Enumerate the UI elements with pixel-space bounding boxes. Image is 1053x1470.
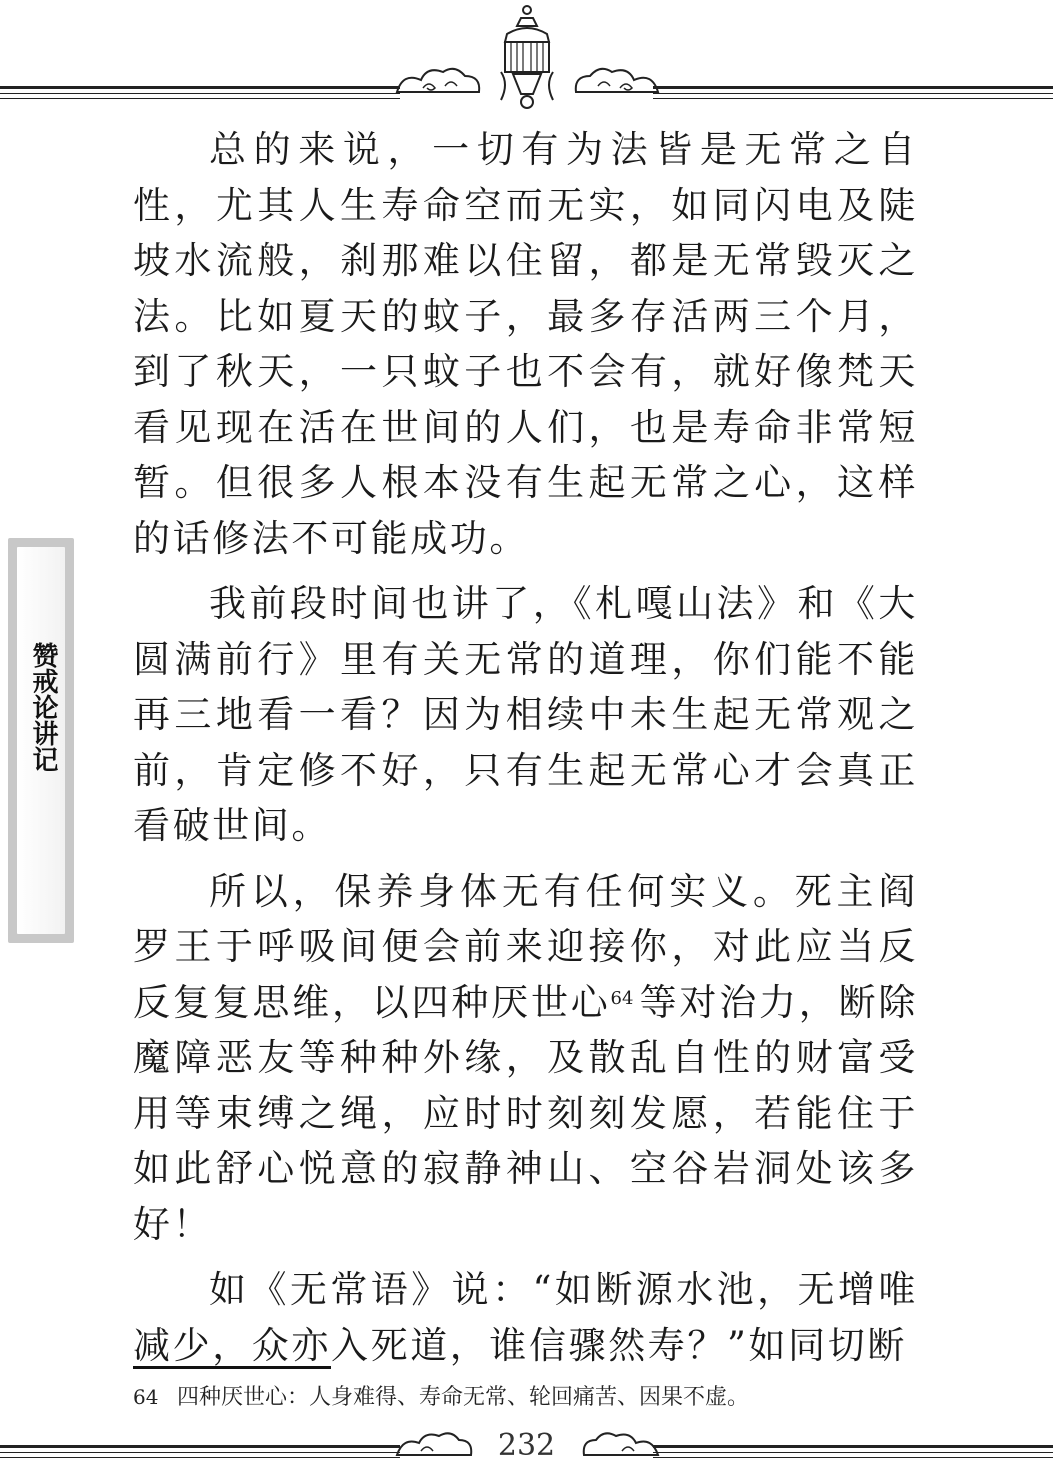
header-ornament <box>0 0 1053 115</box>
paragraph-3-after: 等对治力，断除魔障恶友等种种外缘，及散乱自性的财富受用等束缚之绳，应时时刻刻发愿，若能住于如此舒心悦意的寂静神山、空谷岩洞处该多好！ <box>133 980 918 1246</box>
footnote-reference[interactable]: 64 <box>610 987 634 1009</box>
header-rule-right <box>653 86 1053 89</box>
footnote-number: 64 <box>133 1385 159 1409</box>
footnote <box>133 1380 933 1411</box>
page-number: 232 <box>497 1428 556 1463</box>
header-rule-right-thin <box>653 93 1053 94</box>
side-tab-title: 赞戒论讲记 <box>28 642 58 772</box>
side-tab <box>8 538 74 943</box>
side-tab-inner <box>17 547 65 934</box>
parasol-victory-banner-icon <box>493 4 561 112</box>
footnote-text: 四种厌世心：人身难得、寿命无常、轮回痛苦、因果不虚。 <box>177 1385 750 1410</box>
paragraph-2: 我前段时间也讲了，《札嘎山法》和《大圆满前行》里有关无常的道理，你们能不能再三地看一看？因为相续中未生起无常观之前，肯定修不好，只有生起无常心才会真正看破世间。 <box>133 582 918 847</box>
paragraph-3-before: 所以，保养身体无有任何实义。死主阎罗王于呼吸间便会前来迎接你，对此应当反反复复思维，以四种厌世心 <box>133 869 918 1024</box>
footnote-divider <box>133 1366 331 1369</box>
auspicious-cloud-icon <box>393 62 483 102</box>
paragraph-1: 总的来说，一切有为法皆是无常之自性，尤其人生寿命空而无实，如同闪电及陡坡水流般，刹那难以住留，都是无常毁灭之法。比如夏天的蚊子，最多存活两三个月，到了秋天，一只蚊子也不会有，就好像梵天看见现在活在世间的人们，也是寿命非常短暂。但很多人根本没有生起无常之心，这样的话修法不可能成功。 <box>133 128 918 560</box>
paragraph-4: 如《无常语》说：“如断源水池，无增唯减少，众亦入死道，谁信骤然寿？”如同切断 <box>133 1268 918 1367</box>
header-rule-right-thin2 <box>653 98 1053 99</box>
paragraph-3 <box>133 864 918 1253</box>
auspicious-cloud-icon-right <box>572 62 662 102</box>
header-rule-left <box>0 86 400 89</box>
main-text <box>133 122 918 1383</box>
header-rule-left-thin2 <box>0 98 400 99</box>
header-rule-left-thin <box>0 93 400 94</box>
